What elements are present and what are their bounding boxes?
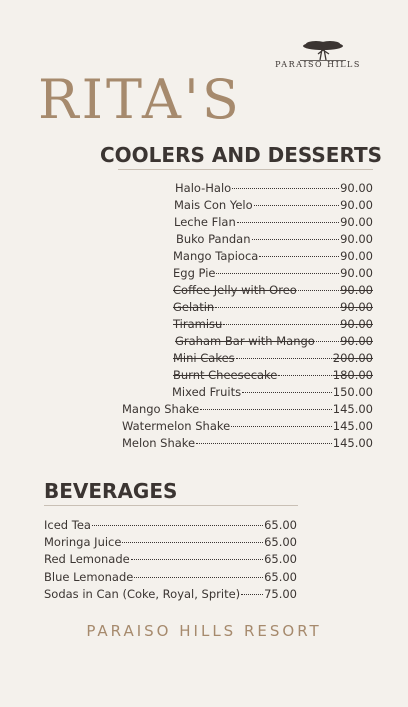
menu-item-name: Mango Shake [122,402,200,416]
menu-item-price: 200.00 [332,351,373,365]
menu-item-name: Graham Bar with Mango [175,334,315,348]
dot-leader [196,443,332,444]
menu-item-name: Moringa Juice [44,535,122,550]
dot-leader [223,324,339,325]
menu-item-name: Mais Con Yelo [174,198,253,212]
menu-item [174,197,373,213]
restaurant-name: RITA'S [38,68,242,131]
dot-leader [316,341,339,342]
menu-item-price: 180.00 [332,368,373,382]
footer-resort-name: PARAISO HILLS RESORT [86,622,322,640]
menu-item-name: Egg Pie [173,266,216,280]
menu-item-price: 90.00 [340,317,373,331]
menu-item-price: 65.00 [264,552,297,567]
menu-item-name: Iced Tea [44,518,91,532]
menu-item [122,418,373,434]
menu-item-name: Melon Shake [122,436,196,450]
menu-item [173,316,373,332]
resort-logo [272,40,364,72]
menu-item [44,569,297,585]
dot-leader [237,222,339,223]
dot-leader [92,525,263,526]
menu-item-price: 90.00 [340,232,373,246]
menu-item-name: Buko Pandan [176,232,251,246]
dot-leader [134,577,263,578]
menu-item-price: 90.00 [340,181,373,195]
dot-leader [242,392,332,393]
menu-item-price: 65.00 [264,569,297,584]
menu-item-price: 90.00 [340,215,373,229]
dot-leader [215,307,339,308]
dot-leader [231,426,332,427]
coolers-divider [118,169,373,170]
dot-leader [252,239,340,240]
menu-item [172,384,373,400]
menu-item-name: Leche Flan [174,215,236,229]
menu-item [173,248,373,264]
menu-item-name: Watermelon Shake [122,419,231,433]
menu-item [44,586,297,602]
dot-leader [131,559,263,560]
menu-item-name: Burnt Cheesecake [173,368,278,382]
menu-item-name: Red Lemonade [44,552,130,567]
menu-item [173,299,373,315]
menu-item-price: 90.00 [340,334,373,348]
menu-item [175,180,373,196]
dot-leader [236,358,332,359]
menu-item-price: 65.00 [264,518,297,532]
menu-item [175,333,373,349]
menu-item-name: Halo-Halo [175,181,232,195]
dot-leader [122,542,263,543]
menu-item-price: 145.00 [332,436,373,450]
acacia-tree-icon [298,40,348,62]
dot-leader [278,375,331,376]
menu-item [122,401,373,417]
menu-item [173,265,373,281]
logo-text: PARAISO HILLS [275,60,361,69]
menu-item [44,517,297,533]
dot-leader [232,188,339,189]
menu-item-price: 150.00 [332,385,373,399]
dot-leader [216,273,339,274]
menu-item-name: Coffee Jelly with Oreo [173,283,297,297]
menu-item-price: 90.00 [340,300,373,314]
dot-leader [200,409,332,410]
menu-item-name: Mixed Fruits [172,385,242,399]
menu-item [44,534,297,550]
menu-item-name: Blue Lemonade [44,569,134,584]
menu-item-name: Mini Cakes [173,351,235,365]
menu-item [44,551,297,567]
menu-item [122,435,373,451]
menu-item [173,282,373,298]
menu-item-price: 90.00 [340,198,373,212]
menu-item-name: Mango Tapioca [173,249,259,263]
menu-item-name: Tiramisu [173,317,223,331]
dot-leader [254,205,339,206]
menu-item [176,231,373,247]
menu-item-price: 145.00 [332,419,373,433]
menu-item-price: 90.00 [340,249,373,263]
menu-item-price: 145.00 [332,402,373,416]
beverages-divider [44,505,298,506]
menu-item [173,367,373,383]
menu-item [174,214,373,230]
menu-item-price: 65.00 [264,535,297,550]
menu-item-name: Gelatin [173,300,215,314]
menu-item-price: 90.00 [340,283,373,297]
beverages-title: BEVERAGES [44,479,178,503]
menu-item-name: Sodas in Can (Coke, Royal, Sprite) [44,586,241,601]
dot-leader [259,256,339,257]
menu-item-price: 75.00 [264,586,297,601]
dot-leader [241,594,263,595]
menu-item [173,350,373,366]
coolers-title: COOLERS AND DESSERTS [100,143,383,167]
menu-item-price: 90.00 [340,266,373,280]
dot-leader [298,290,339,291]
